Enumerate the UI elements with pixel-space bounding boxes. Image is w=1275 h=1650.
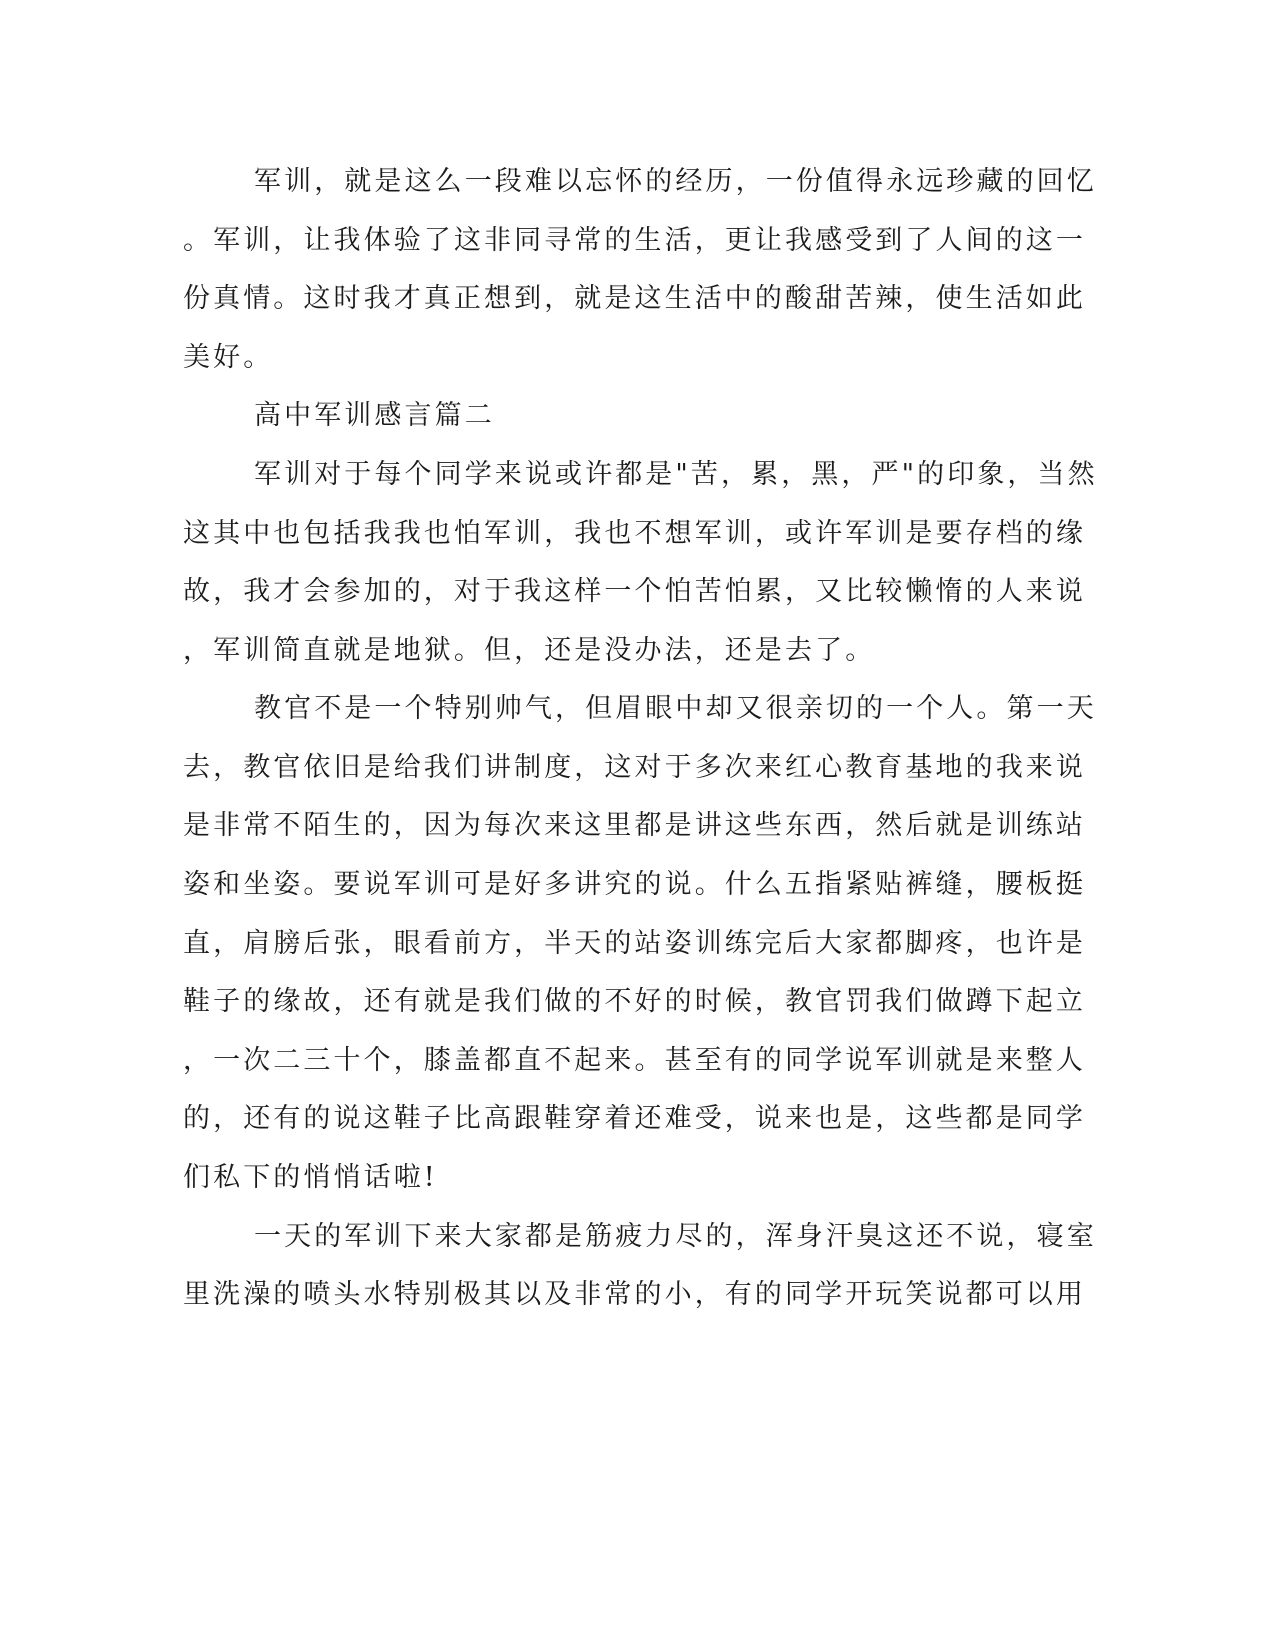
text-line: 份真情。这时我才真正想到，就是这生活中的酸甜苦辣，使生活如此: [183, 283, 1086, 314]
text-line: 里洗澡的喷头水特别极其以及非常的小，有的同学开玩笑说都可以用: [183, 1279, 1086, 1310]
text-line: 去，教官依旧是给我们讲制度，这对于多次来红心教育基地的我来说: [183, 752, 1086, 783]
text-line: 军训对于每个同学来说或许都是"苦，累，黑，严"的印象，当然: [254, 459, 1098, 490]
text-line: 美好。: [183, 342, 274, 373]
text-line: ，一次二三十个，膝盖都直不起来。甚至有的同学说军训就是来整人: [183, 1045, 1086, 1076]
text-line: ，军训简直就是地狱。但，还是没办法，还是去了。: [183, 635, 876, 666]
section-heading: 高中军训感言篇二: [254, 400, 495, 431]
text-line: 教官不是一个特别帅气，但眉眼中却又很亲切的一个人。第一天: [254, 693, 1097, 724]
text-line: 军训，就是这么一段难以忘怀的经历，一份值得永远珍藏的回忆: [254, 166, 1097, 197]
text-line: 直，肩膀后张，眼看前方，半天的站姿训练完后大家都脚疼，也许是: [183, 928, 1086, 959]
text-line: 这其中也包括我我也怕军训，我也不想军训，或许军训是要存档的缘: [183, 518, 1086, 549]
text-line: 的，还有的说这鞋子比高跟鞋穿着还难受，说来也是，这些都是同学: [183, 1103, 1086, 1134]
text-line: 们私下的悄悄话啦!: [183, 1162, 438, 1193]
text-line: 是非常不陌生的，因为每次来这里都是讲这些东西，然后就是训练站: [183, 810, 1086, 841]
text-line: 鞋子的缘故，还有就是我们做的不好的时候，教官罚我们做蹲下起立: [183, 986, 1086, 1017]
text-line: 一天的军训下来大家都是筋疲力尽的，浑身汗臭这还不说，寝室: [254, 1221, 1097, 1252]
text-line: 。军训，让我体验了这非同寻常的生活，更让我感受到了人间的这一: [183, 225, 1086, 256]
text-line: 故，我才会参加的，对于我这样一个怕苦怕累，又比较懒惰的人来说: [183, 576, 1086, 607]
text-line: 姿和坐姿。要说军训可是好多讲究的说。什么五指紧贴裤缝，腰板挺: [183, 869, 1086, 900]
